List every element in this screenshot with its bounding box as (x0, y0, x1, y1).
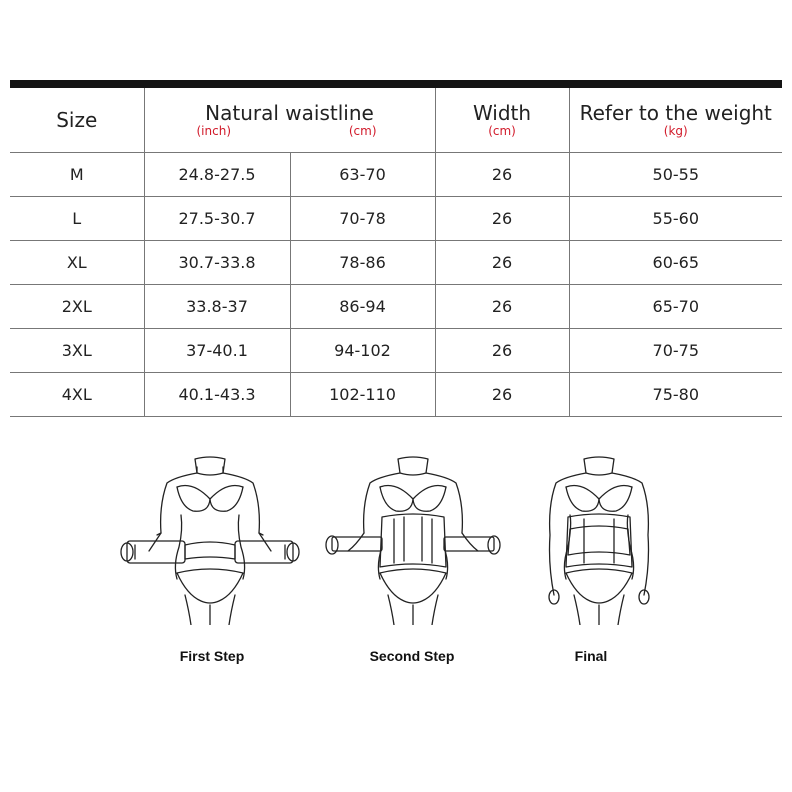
cell-weight: 75-80 (569, 373, 782, 417)
cell-width: 26 (435, 241, 569, 285)
cell-width: 26 (435, 153, 569, 197)
cell-weight: 55-60 (569, 197, 782, 241)
cell-width: 26 (435, 373, 569, 417)
header-natural-waistline: Natural waistline (inch) (cm) (144, 88, 435, 153)
cell-inch: 24.8-27.5 (144, 153, 290, 197)
cell-width: 26 (435, 329, 569, 373)
cell-weight: 50-55 (569, 153, 782, 197)
header-weight-unit: (kg) (663, 124, 688, 138)
cell-cm: 102-110 (290, 373, 435, 417)
first-step-caption: First Step (179, 648, 245, 664)
cell-weight: 65-70 (569, 285, 782, 329)
cell-cm: 78-86 (290, 241, 435, 285)
header-size: Size (10, 88, 144, 153)
header-width: Width (cm) (435, 88, 569, 153)
table-row (10, 241, 782, 285)
cell-size: L (10, 197, 144, 241)
final-step-caption: Final (574, 648, 608, 664)
cell-width: 26 (435, 285, 569, 329)
table-row (10, 285, 782, 329)
cell-width: 26 (435, 197, 569, 241)
second-step-illustration (318, 455, 508, 625)
cell-weight: 60-65 (569, 241, 782, 285)
header-weight: Refer to the weight (kg) (569, 88, 782, 153)
cell-cm: 63-70 (290, 153, 435, 197)
cell-size: 2XL (10, 285, 144, 329)
cell-size: M (10, 153, 144, 197)
cell-size: 4XL (10, 373, 144, 417)
header-width-unit: (cm) (488, 124, 516, 138)
table-row (10, 197, 782, 241)
cell-size: XL (10, 241, 144, 285)
first-step-illustration (115, 455, 305, 625)
cell-weight: 70-75 (569, 329, 782, 373)
table-row (10, 329, 782, 373)
table-row (10, 153, 782, 197)
cell-inch: 40.1-43.3 (144, 373, 290, 417)
header-unit-cm: (cm) (348, 124, 377, 138)
cell-inch: 30.7-33.8 (144, 241, 290, 285)
header-unit-inch: (inch) (196, 124, 232, 138)
cell-inch: 27.5-30.7 (144, 197, 290, 241)
table-header-row (10, 88, 782, 153)
final-step-illustration (504, 455, 694, 625)
size-chart-table (10, 88, 782, 417)
cell-size: 3XL (10, 329, 144, 373)
cell-cm: 94-102 (290, 329, 435, 373)
cell-cm: 86-94 (290, 285, 435, 329)
cell-cm: 70-78 (290, 197, 435, 241)
top-divider-bar (10, 80, 782, 88)
table-row (10, 373, 782, 417)
second-step-caption: Second Step (369, 648, 455, 664)
cell-inch: 33.8-37 (144, 285, 290, 329)
cell-inch: 37-40.1 (144, 329, 290, 373)
